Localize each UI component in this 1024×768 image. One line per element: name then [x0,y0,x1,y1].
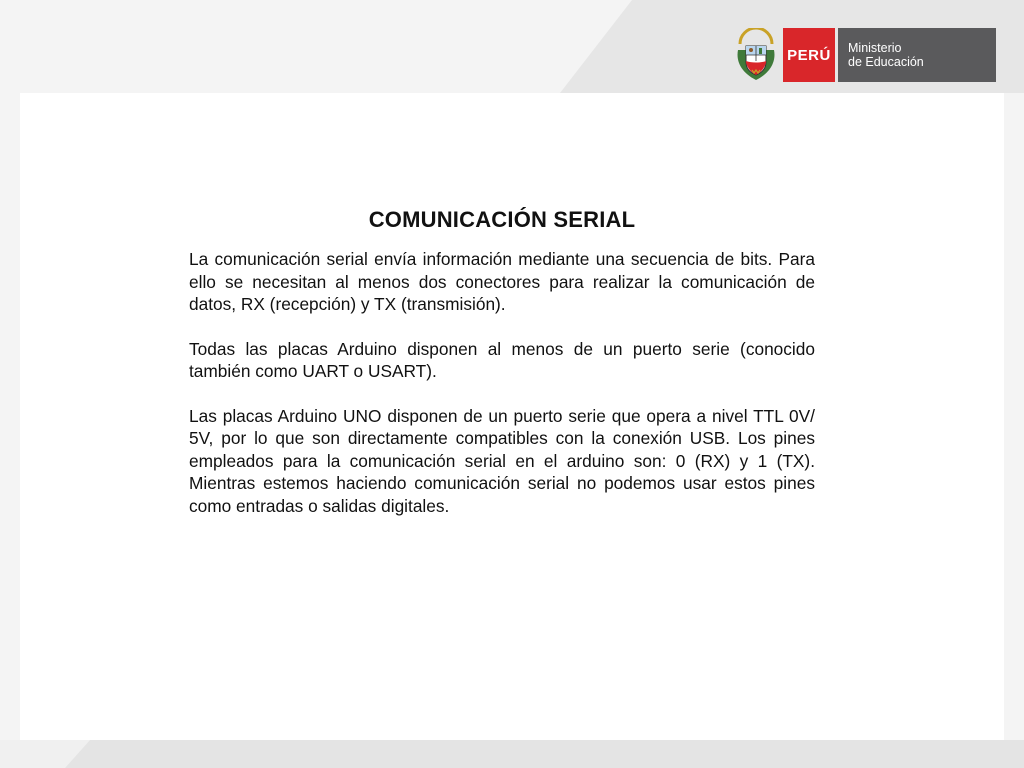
ministry-line-2: de Educación [848,55,924,69]
slide-title: COMUNICACIÓN SERIAL [368,207,636,232]
ministry-logo [733,27,998,83]
peru-coat-of-arms-icon [733,27,779,83]
paragraph-arduino-uno-pins: Las placas Arduino UNO disponen de un puerto serie que opera a nivel TTL 0V/ 5V, por lo que son directamente compatibles con la conexión USB. Los pines empleados para la comunicación serial en el arduino son: 0 (RX) y 1 (TX). Mientras estemos haciendo comunicación serial no podemos usar estos pines como entradas o salidas digitales. [189,405,815,516]
ministry-name [838,28,996,82]
footer-diagonal-band [65,740,1024,768]
paragraph-serial-definition: La comunicación serial envía información mediante una secuencia de bits. Para ello se necesitan al menos dos conectores para realizar la comunicación de datos, RX (recepción) y TX (transmisión). [189,249,815,314]
slide-body [189,207,815,539]
paragraph-arduino-serial-port: Todas las placas Arduino disponen al menos de un puerto serie (conocido también como UART o USART). [189,338,815,381]
country-label: PERÚ [783,28,835,82]
ministry-line-1: Ministerio [848,41,902,55]
